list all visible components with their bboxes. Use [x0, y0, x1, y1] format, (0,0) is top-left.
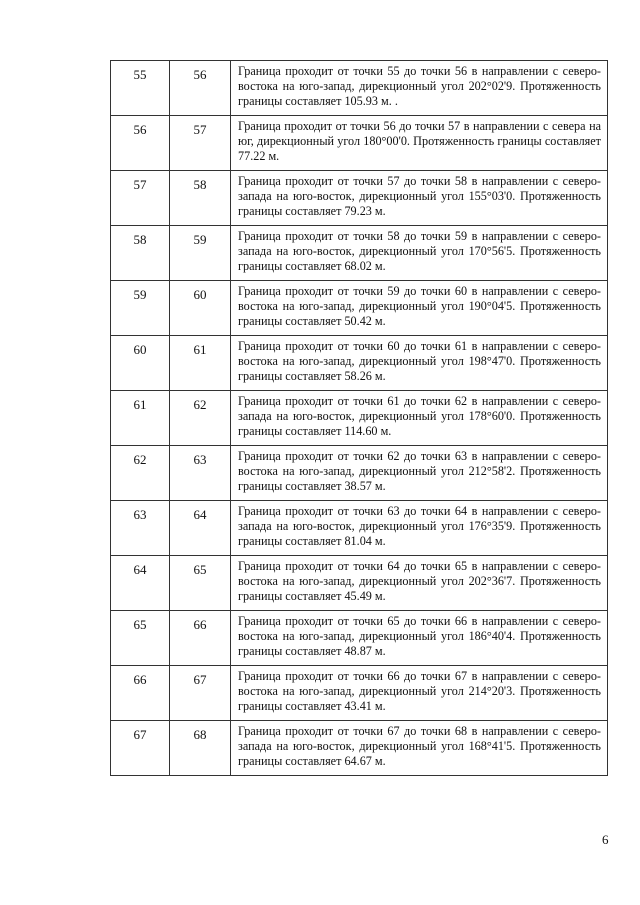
table-row	[111, 281, 607, 336]
table-row	[111, 116, 607, 171]
point-from-cell: 57	[111, 171, 170, 225]
table-row	[111, 226, 607, 281]
table-row	[111, 446, 607, 501]
point-to-cell: 62	[170, 391, 231, 445]
point-from-cell: 61	[111, 391, 170, 445]
boundary-description: Граница проходит от точки 56 до точки 57 в направлении с севера на юг, дирекционный угол 180°00'0. Протяженность границы составляет 77.22 м.	[238, 119, 601, 163]
table-row	[111, 611, 607, 666]
boundary-description: Граница проходит от точки 62 до точки 63 в направлении с северо-востока на юго-запад, дирекционный угол 212°58'2. Протяженность границы составляет 38.57 м.	[238, 449, 601, 493]
point-to-cell: 61	[170, 336, 231, 390]
point-to-cell: 58	[170, 171, 231, 225]
table-row	[111, 721, 607, 776]
table-row	[111, 171, 607, 226]
boundary-description: Граница проходит от точки 64 до точки 65 в направлении с северо-востока на юго-запад, дирекционный угол 202°36'7. Протяженность границы составляет 45.49 м.	[238, 559, 601, 603]
boundary-table	[110, 60, 608, 776]
point-to-cell: 60	[170, 281, 231, 335]
table-row	[111, 336, 607, 391]
boundary-description: Граница проходит от точки 67 до точки 68 в направлении с северо-запада на юго-восток, дирекционный угол 168°41'5. Протяженность границы составляет 64.67 м.	[238, 724, 601, 768]
point-from-cell: 67	[111, 721, 170, 775]
table-row	[111, 666, 607, 721]
point-from-cell: 56	[111, 116, 170, 170]
point-from-cell: 62	[111, 446, 170, 500]
boundary-description: Граница проходит от точки 55 до точки 56 в направлении с северо-востока на юго-запад, дирекционный угол 202°02'9. Протяженность границы составляет 105.93 м. .	[238, 64, 601, 108]
point-from-cell: 65	[111, 611, 170, 665]
page-number: 6	[602, 832, 609, 847]
boundary-description: Граница проходит от точки 60 до точки 61 в направлении с северо-востока на юго-запад, дирекционный угол 198°47'0. Протяженность границы составляет 58.26 м.	[238, 339, 601, 383]
point-to-cell: 68	[170, 721, 231, 775]
point-from-cell: 64	[111, 556, 170, 610]
point-to-cell: 66	[170, 611, 231, 665]
point-from-cell: 66	[111, 666, 170, 720]
table-row	[111, 61, 607, 116]
boundary-description: Граница проходит от точки 63 до точки 64 в направлении с северо-запада на юго-восток, дирекционный угол 176°35'9. Протяженность границы составляет 81.04 м.	[238, 504, 601, 548]
table-row	[111, 391, 607, 446]
boundary-description: Граница проходит от точки 57 до точки 58 в направлении с северо-запада на юго-восток, дирекционный угол 155°03'0. Протяженность границы составляет 79.23 м.	[238, 174, 601, 218]
boundary-description: Граница проходит от точки 65 до точки 66 в направлении с северо-востока на юго-запад, дирекционный угол 186°40'4. Протяженность границы составляет 48.87 м.	[238, 614, 601, 658]
point-to-cell: 57	[170, 116, 231, 170]
table-row	[111, 556, 607, 611]
point-from-cell: 60	[111, 336, 170, 390]
point-to-cell: 63	[170, 446, 231, 500]
boundary-description: Граница проходит от точки 59 до точки 60 в направлении с северо-востока на юго-запад, дирекционный угол 190°04'5. Протяженность границы составляет 50.42 м.	[238, 284, 601, 328]
point-to-cell: 56	[170, 61, 231, 115]
point-to-cell: 67	[170, 666, 231, 720]
point-from-cell: 58	[111, 226, 170, 280]
point-to-cell: 65	[170, 556, 231, 610]
point-from-cell: 55	[111, 61, 170, 115]
boundary-description: Граница проходит от точки 58 до точки 59 в направлении с северо-запада на юго-восток, дирекционный угол 170°56'5. Протяженность границы составляет 68.02 м.	[238, 229, 601, 273]
point-from-cell: 59	[111, 281, 170, 335]
point-to-cell: 64	[170, 501, 231, 555]
boundary-description: Граница проходит от точки 61 до точки 62 в направлении с северо-запада на юго-восток, дирекционный угол 178°60'0. Протяженность границы составляет 114.60 м.	[238, 394, 601, 438]
boundary-description: Граница проходит от точки 66 до точки 67 в направлении с северо-востока на юго-запад, дирекционный угол 214°20'3. Протяженность границы составляет 43.41 м.	[238, 669, 601, 713]
point-to-cell: 59	[170, 226, 231, 280]
point-from-cell: 63	[111, 501, 170, 555]
table-row	[111, 501, 607, 556]
